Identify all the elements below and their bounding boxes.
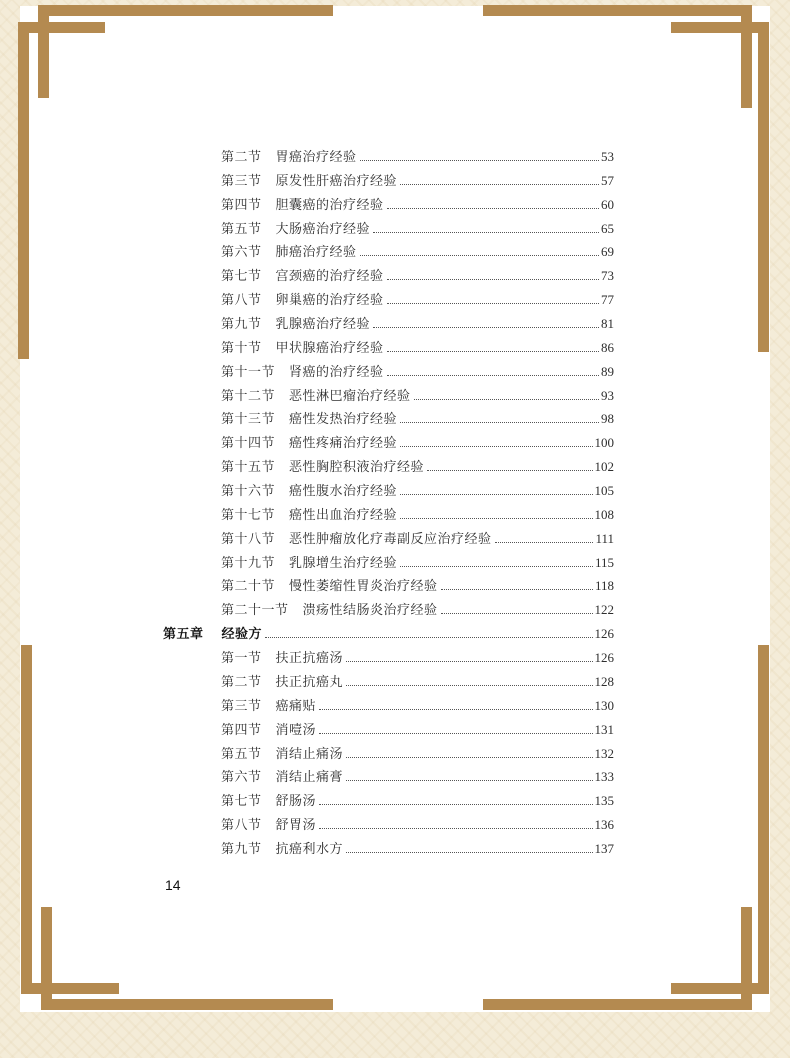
- toc-entry-page: 69: [601, 244, 614, 260]
- toc-entry[interactable]: [221, 240, 614, 260]
- toc-entry-title: 胃癌治疗经验: [275, 149, 357, 164]
- toc-entry-page: 102: [594, 459, 614, 475]
- toc-entry-page: 133: [594, 769, 614, 785]
- toc-entry[interactable]: [221, 479, 614, 499]
- toc-entry-label: 第十一节: [221, 363, 276, 379]
- toc-entry[interactable]: [221, 336, 614, 356]
- toc-entry-page: 57: [601, 172, 614, 188]
- toc-entry-label: 第十四节: [221, 435, 276, 451]
- toc-entry-title: 肺癌治疗经验: [275, 244, 357, 260]
- toc-entry-page: 118: [594, 578, 614, 594]
- toc-entry-title: 舒胃汤: [275, 817, 317, 833]
- toc-entry[interactable]: [221, 670, 614, 690]
- dot-leader: [319, 828, 592, 829]
- toc-entry-page: 108: [594, 506, 614, 522]
- toc-entry-title: 癌性发热治疗经验: [289, 411, 398, 427]
- frame-bar: [758, 645, 769, 993]
- toc-entry-label: 第四节: [221, 196, 262, 212]
- toc-entry[interactable]: [221, 384, 614, 404]
- toc-entry-label: 第六节: [221, 244, 262, 260]
- toc-entry-page: 130: [594, 697, 614, 713]
- toc-entry-page: 73: [601, 268, 614, 284]
- dot-leader: [319, 733, 592, 734]
- toc-entry-title: 消结止痛汤: [275, 745, 344, 761]
- toc-entry-title: 癌性腹水治疗经验: [289, 483, 398, 499]
- toc-entry-label: 第八节: [221, 292, 262, 308]
- dot-leader: [495, 542, 594, 543]
- toc-entry-page: 135: [594, 793, 614, 809]
- toc-entry-label: 第二十节: [221, 578, 276, 594]
- dot-leader: [441, 589, 593, 590]
- toc-entry-page: 126: [594, 626, 614, 642]
- toc-entry-label: 第十节: [221, 339, 262, 355]
- toc-entry-page: 77: [601, 292, 614, 308]
- toc-entry-label: 第十八节: [221, 530, 276, 546]
- toc-entry-page: 128: [594, 673, 614, 689]
- toc-entry[interactable]: [221, 360, 614, 380]
- toc-entry-title: 大肠癌治疗经验: [275, 220, 371, 236]
- dot-leader: [427, 470, 592, 471]
- toc-entry-page: 137: [594, 840, 614, 856]
- toc-entry-title: 甲状腺癌治疗经验: [275, 339, 384, 355]
- dot-leader: [400, 446, 592, 447]
- toc-entry-label: 第十五节: [221, 459, 276, 475]
- page-number: 14: [165, 877, 181, 893]
- toc-entry[interactable]: [221, 503, 614, 523]
- toc-entry-page: 93: [601, 387, 614, 403]
- toc-entry[interactable]: [221, 455, 614, 475]
- frame-bar: [38, 5, 333, 16]
- toc-entry-label: 第五节: [221, 220, 262, 236]
- dot-leader: [400, 422, 599, 423]
- toc-entry-label: 第二节: [221, 149, 262, 164]
- toc-entry-title: 肾癌的治疗经验: [289, 363, 384, 379]
- toc-entry-page: 86: [601, 339, 614, 355]
- toc-entry-title: 扶正抗癌汤: [275, 650, 344, 666]
- frame-bar: [41, 999, 333, 1010]
- toc-entry-title: 癌性疼痛治疗经验: [289, 435, 398, 451]
- toc-entry-label: 第八节: [221, 817, 262, 833]
- toc-entry-label: 第九节: [221, 840, 262, 856]
- toc-entry-label: 第三节: [221, 697, 262, 713]
- frame-bar: [671, 22, 769, 33]
- toc-entry-title: 溃疡性结肠炎治疗经验: [302, 602, 438, 618]
- toc-entry-page: 136: [594, 817, 614, 833]
- dot-leader: [400, 184, 599, 185]
- toc-entry-title: 消噎汤: [275, 721, 317, 737]
- toc-entry[interactable]: [221, 169, 614, 189]
- toc-entry[interactable]: [221, 407, 614, 427]
- toc-entry-title: 慢性萎缩性胃炎治疗经验: [289, 578, 438, 594]
- frame-bar: [483, 5, 752, 16]
- toc-entry[interactable]: [221, 694, 614, 714]
- toc-entry-label: 第四节: [221, 721, 262, 737]
- dot-leader: [400, 494, 592, 495]
- dot-leader: [346, 661, 592, 662]
- frame-bar: [21, 983, 119, 994]
- toc-entry-title: 消结止痛膏: [275, 769, 344, 785]
- toc-entry-label: 第六节: [221, 769, 262, 785]
- frame-bar: [41, 907, 52, 1010]
- toc-entry-page: 111: [595, 530, 614, 546]
- toc-entry-label: 第十二节: [221, 387, 276, 403]
- toc-entry-label: 第三节: [221, 172, 262, 188]
- frame-bar: [18, 22, 105, 33]
- toc-entry-label: 第二节: [221, 673, 262, 689]
- toc-entry-page: 81: [601, 316, 614, 332]
- toc-entry-title: 原发性肝癌治疗经验: [275, 172, 398, 188]
- dot-leader: [373, 232, 599, 233]
- toc-entry[interactable]: [221, 193, 614, 213]
- toc-entry-label: 第七节: [221, 793, 262, 809]
- toc-entry-label: 第二十一节: [221, 602, 289, 618]
- toc-entry-label: 第五节: [221, 745, 262, 761]
- dot-leader: [400, 566, 593, 567]
- toc-entry-page: 60: [601, 196, 614, 212]
- toc-entry[interactable]: [221, 217, 614, 237]
- toc-entry[interactable]: [221, 431, 614, 451]
- toc-entry-page: 65: [601, 220, 614, 236]
- toc-entry-label: 第十七节: [221, 506, 276, 522]
- toc-entry-title: 抗癌利水方: [275, 840, 344, 856]
- toc-entry-title: 扶正抗癌丸: [275, 673, 344, 689]
- toc-entry-title: 舒肠汤: [275, 793, 317, 809]
- toc-entry-title: 乳腺增生治疗经验: [289, 554, 398, 570]
- frame-bar: [483, 999, 752, 1010]
- dot-leader: [319, 709, 592, 710]
- toc-entry[interactable]: [221, 312, 614, 332]
- toc-entry[interactable]: [221, 264, 614, 284]
- dot-leader: [346, 757, 592, 758]
- dot-leader: [346, 852, 592, 853]
- toc-entry-page: 115: [594, 554, 614, 570]
- toc-entry-page: 53: [601, 149, 614, 164]
- toc-entry-label: 第一节: [221, 650, 262, 666]
- frame-bar: [18, 22, 29, 359]
- toc-entry[interactable]: [221, 527, 614, 547]
- toc-entry-page: 126: [594, 650, 614, 666]
- toc-entry-page: 89: [601, 363, 614, 379]
- toc-entry-label: 第十三节: [221, 411, 276, 427]
- toc-entry-label: 第七节: [221, 268, 262, 284]
- dot-leader: [441, 613, 593, 614]
- dot-leader: [400, 518, 592, 519]
- toc-entry[interactable]: [221, 574, 614, 594]
- frame-bar: [758, 22, 769, 352]
- toc-entry-title: 经验方: [221, 626, 263, 642]
- frame-bar: [741, 907, 752, 1010]
- toc-entry[interactable]: [221, 742, 614, 762]
- toc-entry[interactable]: [221, 789, 614, 809]
- toc-entry-title: 恶性胸腔积液治疗经验: [289, 459, 425, 475]
- toc-entry-title: 癌性出血治疗经验: [289, 506, 398, 522]
- toc-chapter-entry[interactable]: [163, 622, 614, 642]
- toc-entry-title: 乳腺癌治疗经验: [275, 316, 371, 332]
- frame-bar: [38, 5, 49, 98]
- frame-bar: [21, 645, 32, 993]
- toc-entry-label: 第五章: [163, 626, 204, 642]
- toc-entry-label: 第九节: [221, 316, 262, 332]
- dot-leader: [387, 375, 599, 376]
- toc-entry-page: 122: [594, 602, 614, 618]
- frame-bar: [671, 983, 769, 994]
- toc-entry-title: 恶性淋巴瘤治疗经验: [289, 387, 411, 403]
- frame-bar: [741, 5, 752, 108]
- dot-leader: [360, 160, 599, 161]
- dot-leader: [346, 685, 592, 686]
- dot-leader: [346, 780, 592, 781]
- dot-leader: [265, 637, 592, 638]
- toc-entry[interactable]: [221, 145, 614, 165]
- toc-entry-page: 132: [594, 745, 614, 761]
- toc-entry[interactable]: [221, 646, 614, 666]
- dot-leader: [387, 279, 599, 280]
- dot-leader: [360, 255, 599, 256]
- toc-entry-title: 胆囊癌的治疗经验: [275, 196, 384, 212]
- dot-leader: [414, 399, 599, 400]
- toc-entry-page: 98: [601, 411, 614, 427]
- toc-entry[interactable]: [221, 288, 614, 308]
- dot-leader: [387, 351, 599, 352]
- toc-entry[interactable]: [221, 837, 614, 857]
- toc-entry-title: 宫颈癌的治疗经验: [275, 268, 384, 284]
- toc-entry[interactable]: [221, 551, 614, 571]
- dot-leader: [387, 303, 599, 304]
- dot-leader: [373, 327, 599, 328]
- toc-entry-label: 第十六节: [221, 483, 276, 499]
- toc-entry-page: 100: [594, 435, 614, 451]
- toc-entry-title: 恶性肿瘤放化疗毒副反应治疗经验: [289, 530, 492, 546]
- toc-entry[interactable]: [221, 765, 614, 785]
- toc-entry-title: 卵巢癌的治疗经验: [275, 292, 384, 308]
- toc-entry[interactable]: [221, 813, 614, 833]
- toc-entry-title: 癌痛贴: [275, 697, 317, 713]
- toc-entry[interactable]: [221, 598, 614, 618]
- dot-leader: [387, 208, 599, 209]
- toc-entry-label: 第十九节: [221, 554, 276, 570]
- toc-entry-page: 105: [594, 483, 614, 499]
- toc-entry-page: 131: [594, 721, 614, 737]
- dot-leader: [319, 804, 592, 805]
- toc-entry[interactable]: [221, 718, 614, 738]
